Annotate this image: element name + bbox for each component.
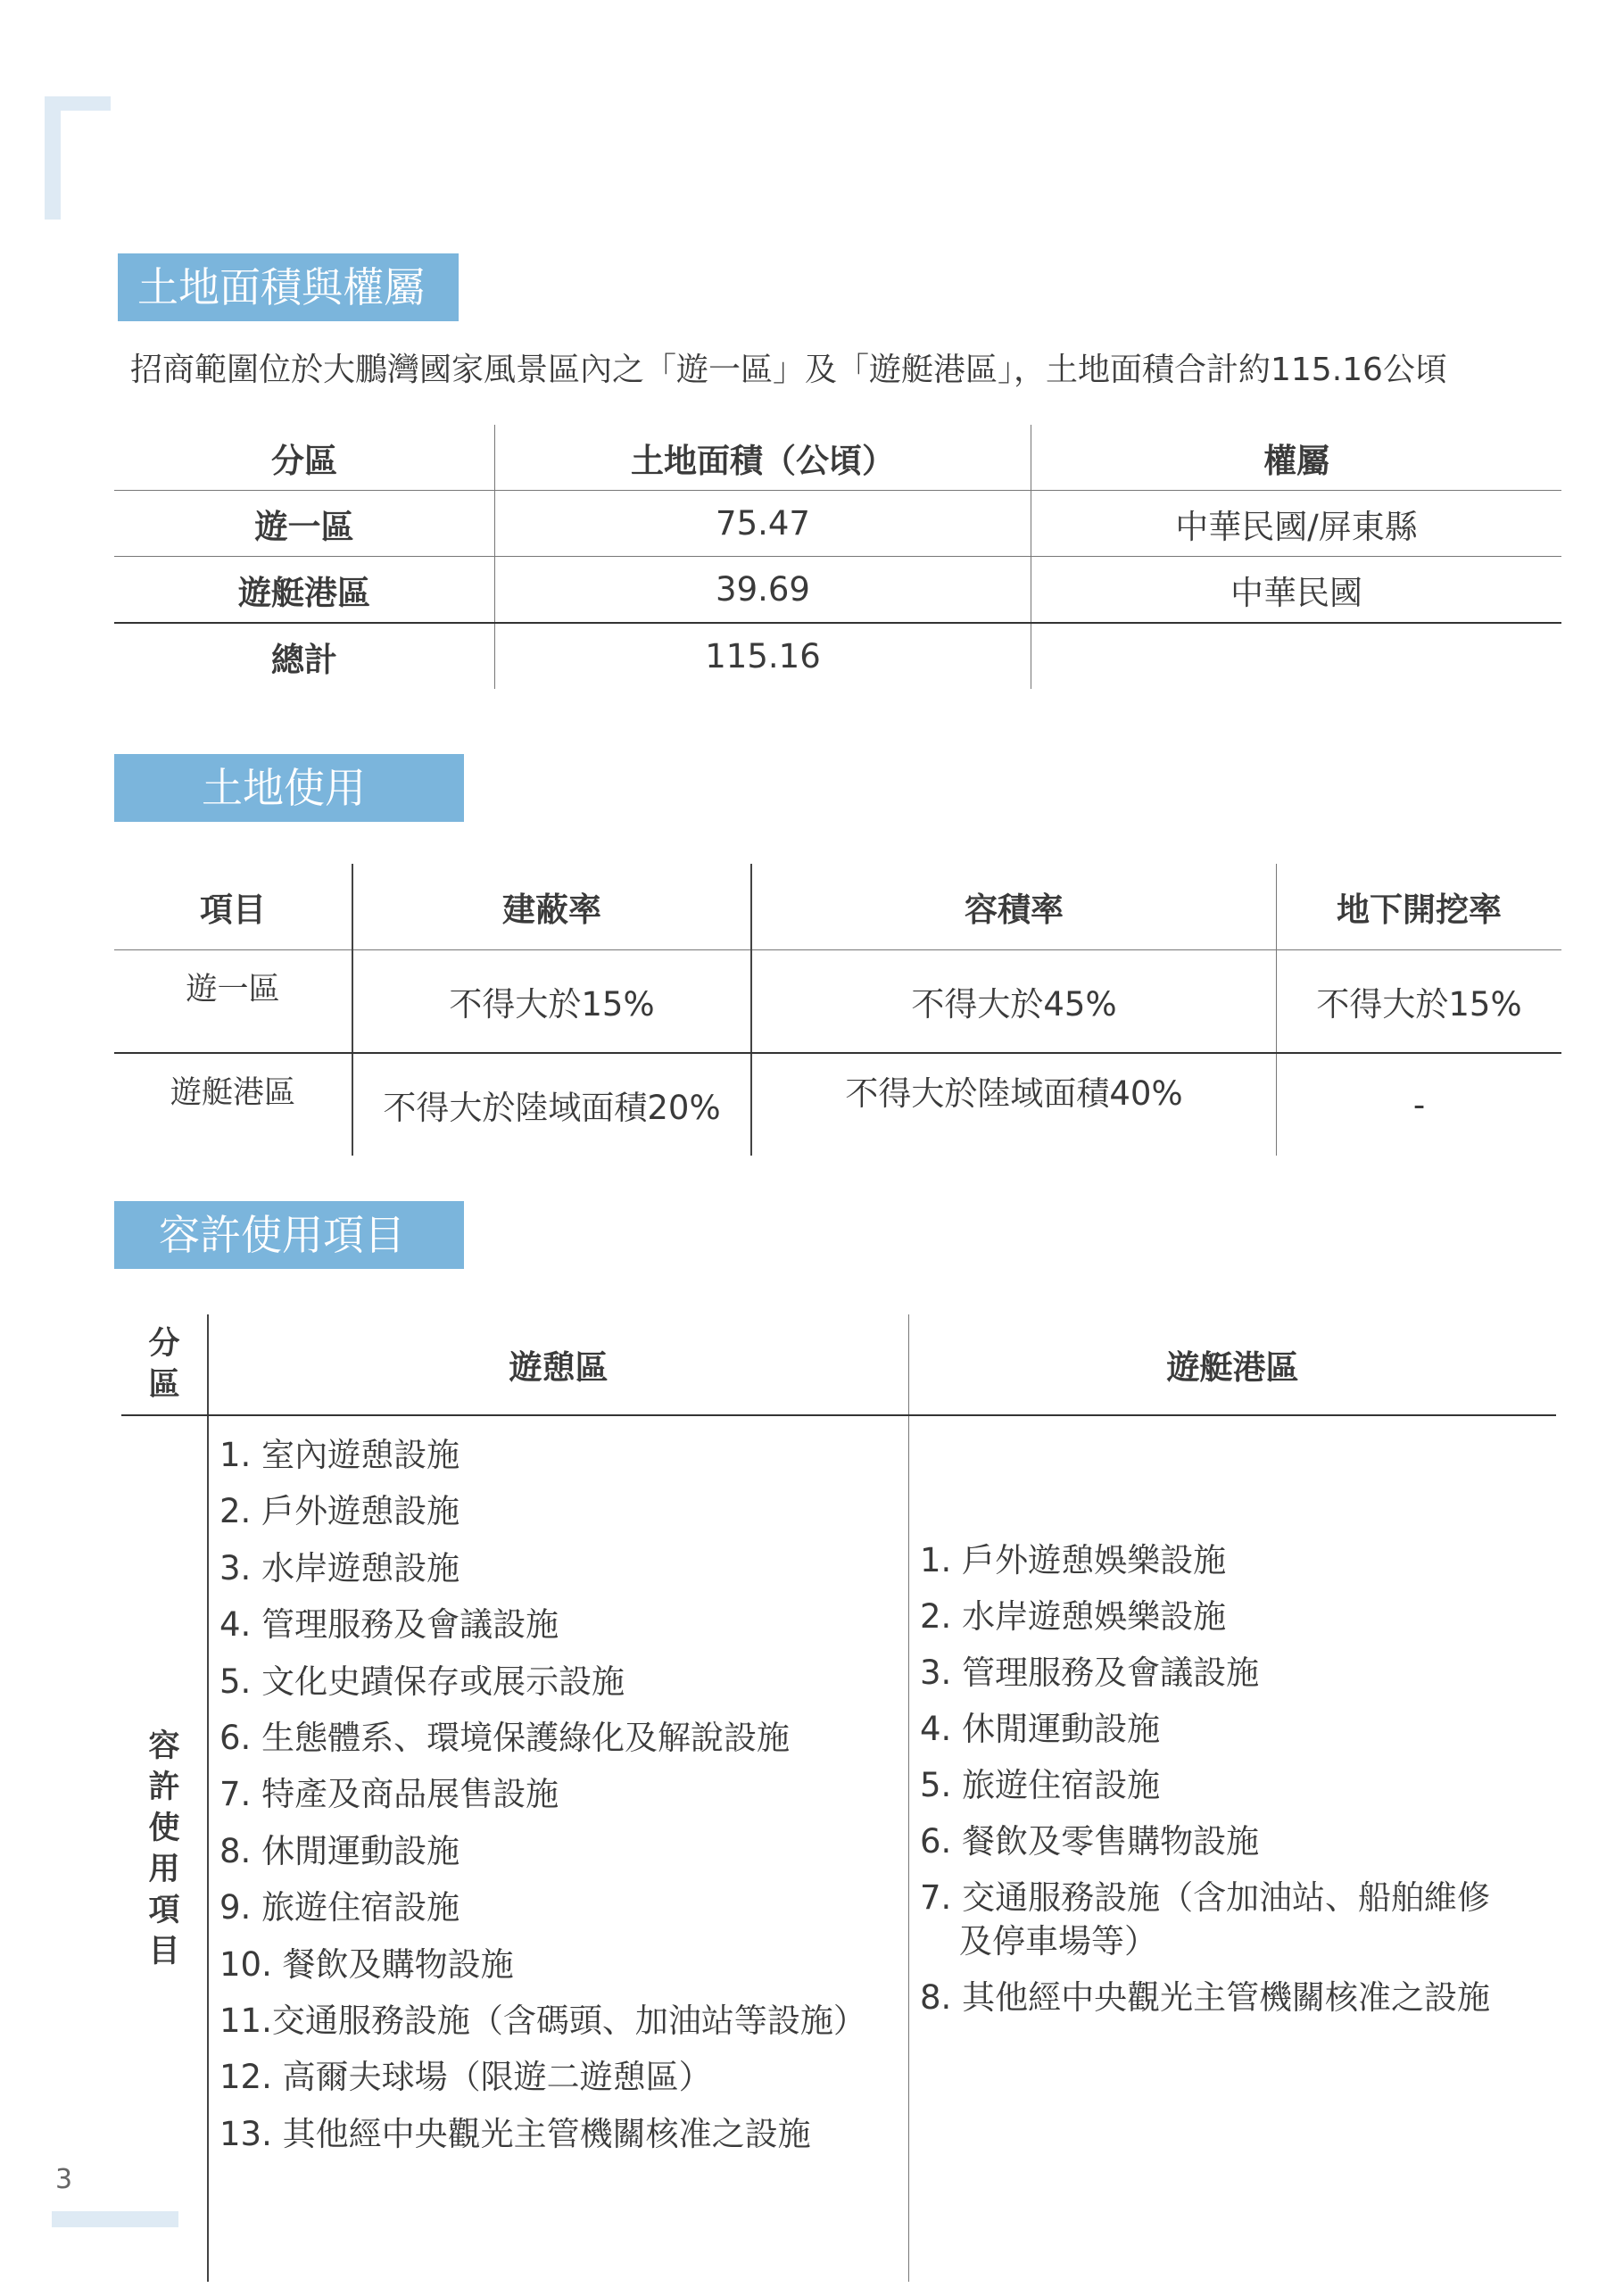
list-item: 6. 生態體系、環境保護綠化及解說設施 bbox=[219, 1719, 791, 1758]
permitted-use-table bbox=[121, 1314, 1556, 2282]
area-total-ownership bbox=[1031, 623, 1562, 689]
list-item: 3. 管理服務及會議設施 bbox=[920, 1654, 1260, 1692]
area-header-zone: 分區 bbox=[114, 425, 495, 491]
use-excavation-value: 不得大於15% bbox=[1277, 950, 1562, 1054]
list-item: 2. 戶外遊憩設施 bbox=[219, 1492, 460, 1531]
table-row bbox=[114, 1053, 1561, 1156]
footer-decoration bbox=[52, 2211, 178, 2227]
area-total-label: 總計 bbox=[114, 623, 495, 689]
area-total-value: 115.16 bbox=[495, 623, 1031, 689]
area-intro-text: 招商範圍位於大鵬灣國家風景區內之「遊一區」及「遊艇港區」，土地面積合計約115.16公頃 bbox=[130, 352, 1447, 388]
area-ownership: 中華民國 bbox=[1031, 557, 1562, 624]
use-coverage-value: 不得大於15% bbox=[352, 950, 751, 1054]
section-title-land-use: 土地使用 bbox=[114, 754, 464, 822]
corner-decoration-top bbox=[45, 96, 111, 111]
page-number: 3 bbox=[55, 2164, 73, 2195]
permit-header-yacht: 遊艇港區 bbox=[909, 1314, 1557, 1415]
area-ownership: 中華民國/屏東縣 bbox=[1031, 491, 1562, 557]
recreation-list bbox=[209, 1416, 908, 2162]
list-item: 3. 水岸遊憩設施 bbox=[219, 1548, 460, 1587]
recreation-list-cell bbox=[208, 1415, 909, 2282]
yacht-list-cell bbox=[909, 1415, 1557, 2282]
list-item: 7. 交通服務設施（含加油站、船舶維修 及停車場等） bbox=[920, 1878, 1491, 1960]
list-item: 8. 其他經中央觀光主管機關核准之設施 bbox=[920, 1978, 1491, 2017]
permit-header-recreation: 遊憩區 bbox=[208, 1314, 909, 1415]
section-title-permitted: 容許使用項目 bbox=[114, 1201, 464, 1269]
use-excavation-value: - bbox=[1412, 1085, 1426, 1124]
area-zone-name: 遊艇港區 bbox=[114, 557, 495, 624]
list-item: 1. 室內遊憩設施 bbox=[219, 1436, 460, 1474]
table-row bbox=[114, 623, 1561, 689]
use-header-item: 項目 bbox=[114, 864, 352, 950]
land-use-table bbox=[114, 864, 1561, 1156]
list-item: 6. 餐飲及零售購物設施 bbox=[920, 1822, 1260, 1861]
area-header-ownership: 權屬 bbox=[1031, 425, 1562, 491]
use-coverage-value: 不得大於陸域面積20% bbox=[352, 1053, 751, 1156]
table-row bbox=[114, 557, 1561, 624]
table-row bbox=[114, 491, 1561, 557]
table-row bbox=[114, 950, 1561, 1054]
area-size-value: 75.47 bbox=[495, 491, 1031, 557]
list-item: 8. 休閒運動設施 bbox=[219, 1831, 460, 1870]
permit-row-label: 容 許 使 用 項 目 bbox=[121, 1415, 208, 2282]
use-floor-area-value: 不得大於45% bbox=[751, 950, 1277, 1054]
use-header-floor-area: 容積率 bbox=[751, 864, 1277, 950]
list-item: 4. 管理服務及會議設施 bbox=[219, 1605, 559, 1645]
area-header-size: 土地面積（公頃） bbox=[495, 425, 1031, 491]
use-floor-area-value: 不得大於陸域面積40% bbox=[751, 1053, 1277, 1156]
list-item: 4. 休閒運動設施 bbox=[920, 1710, 1161, 1748]
table-row bbox=[121, 1415, 1556, 2282]
list-item: 11.交通服務設施（含碼頭、加油站等設施） bbox=[219, 2002, 866, 2041]
list-item: 9. 旅遊住宿設施 bbox=[219, 1888, 460, 1927]
permit-header-zone: 分 區 bbox=[121, 1314, 208, 1415]
section-title-area: 土地面積與權屬 bbox=[118, 253, 459, 321]
use-zone-name: 遊一區 bbox=[114, 950, 352, 1054]
yacht-list bbox=[909, 1532, 1556, 2026]
list-item: 13. 其他經中央觀光主管機關核准之設施 bbox=[219, 2114, 811, 2153]
list-item: 2. 水岸遊憩娛樂設施 bbox=[920, 1597, 1227, 1636]
corner-decoration bbox=[45, 96, 61, 220]
list-item: 10. 餐飲及購物設施 bbox=[219, 1944, 514, 1984]
list-item: 1. 戶外遊憩娛樂設施 bbox=[920, 1541, 1227, 1579]
area-size-value: 39.69 bbox=[495, 557, 1031, 624]
list-item: 12. 高爾夫球場（限遊二遊憩區） bbox=[219, 2058, 712, 2097]
list-item: 5. 文化史蹟保存或展示設施 bbox=[219, 1662, 625, 1701]
use-header-excavation: 地下開挖率 bbox=[1277, 864, 1562, 950]
area-zone-name: 遊一區 bbox=[114, 491, 495, 557]
list-item: 5. 旅遊住宿設施 bbox=[920, 1766, 1161, 1804]
list-item: 7. 特產及商品展售設施 bbox=[219, 1775, 559, 1814]
use-zone-name: 遊艇港區 bbox=[114, 1053, 352, 1156]
area-table bbox=[114, 425, 1561, 689]
use-header-coverage: 建蔽率 bbox=[352, 864, 751, 950]
